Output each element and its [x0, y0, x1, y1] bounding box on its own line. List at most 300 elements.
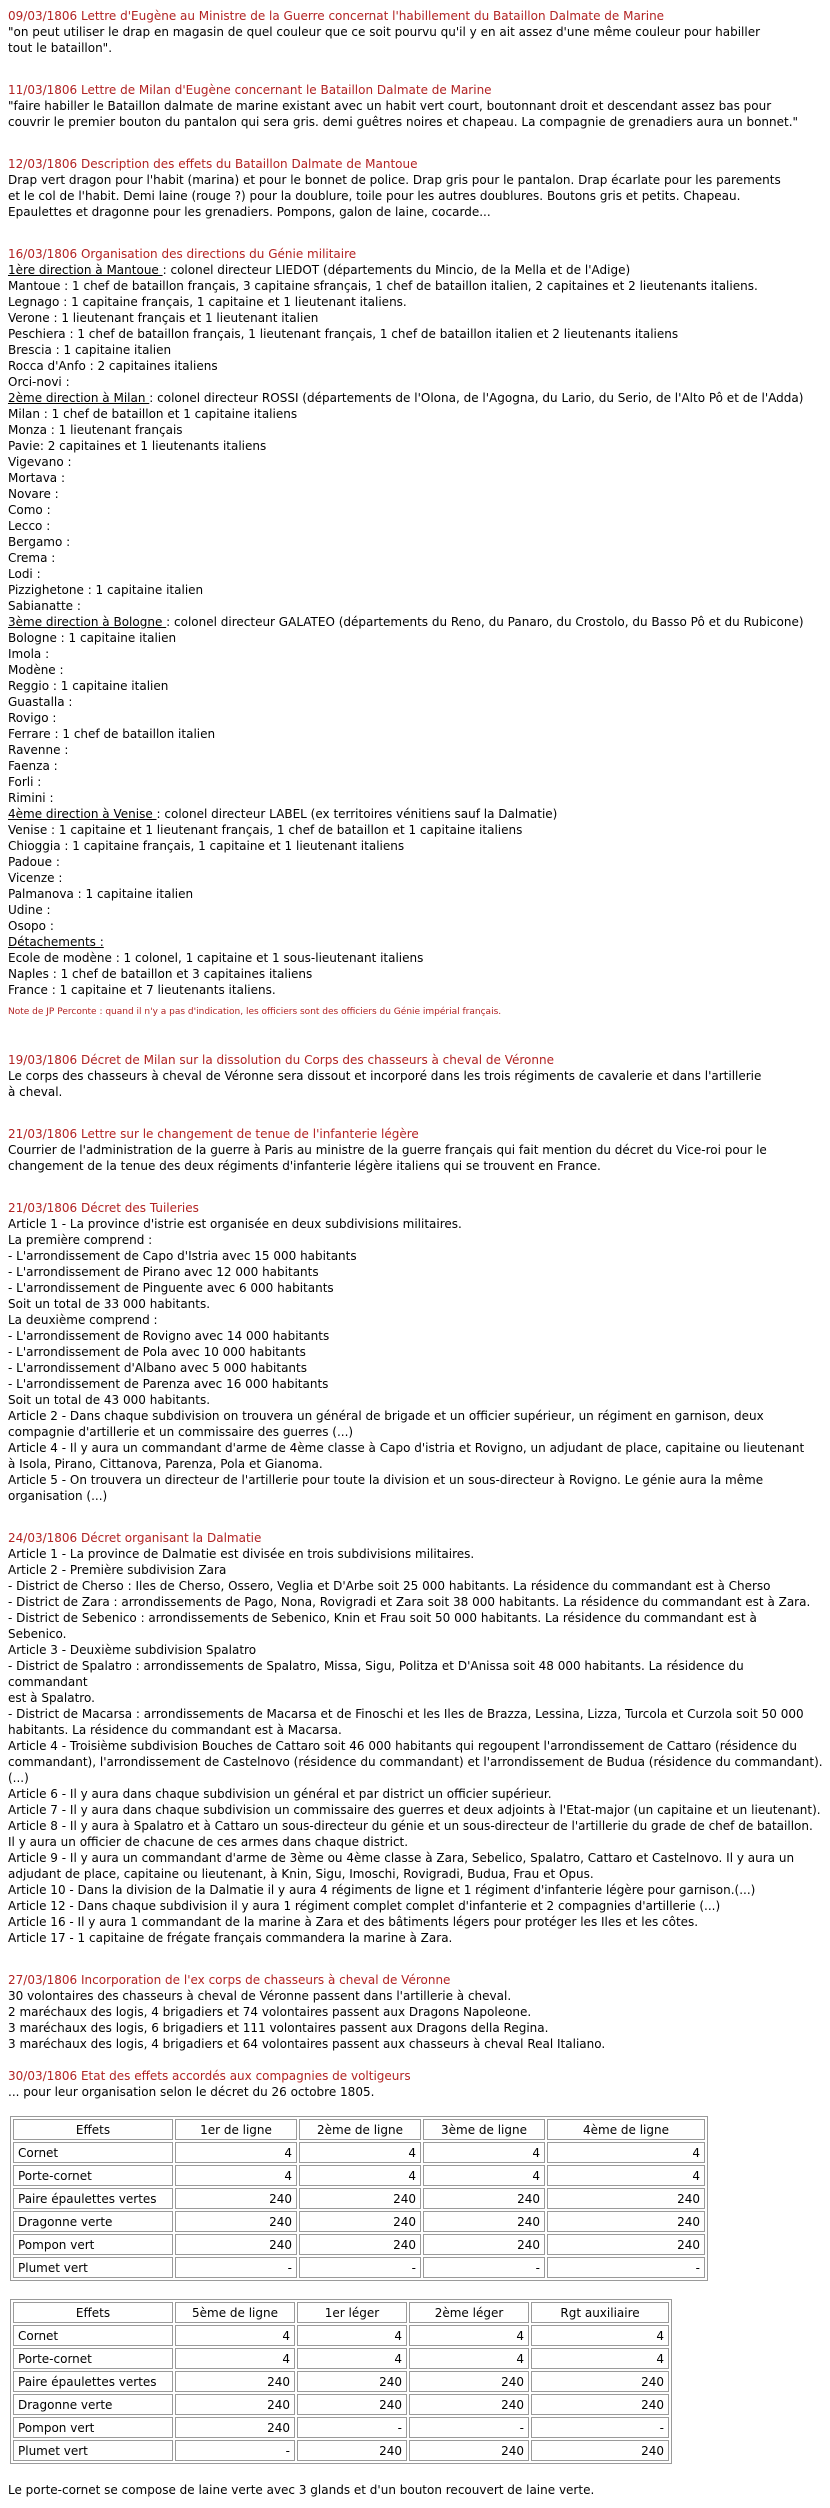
row-label: Porte-cornet: [13, 2348, 173, 2369]
text-segment: Ferrare : 1 chef de bataillon italien: [8, 727, 216, 741]
table-cell: 240: [175, 2371, 295, 2392]
text-line: [8, 98, 820, 114]
text-segment: Palmanova : 1 capitaine italien: [8, 887, 194, 901]
text-segment: 30 volontaires des chasseurs à cheval de Véronne passent dans l'artillerie à cheval.: [8, 1989, 512, 2003]
text-segment: La deuxième comprend :: [8, 1313, 158, 1327]
section: [8, 1530, 823, 1946]
text-line: [8, 534, 820, 550]
text-segment: Article 17 - 1 capitaine de frégate français commandera la marine à Zara.: [8, 1931, 453, 1945]
text-segment: Crema :: [8, 551, 56, 565]
text-line: [8, 1328, 820, 1344]
text-line: [8, 1658, 820, 1674]
text-line: [8, 374, 820, 390]
text-line: [8, 422, 820, 438]
text-segment: - District de Cherso : Iles de Cherso, Ossero, Veglia et D'Arbe soit 25 000 habitants. La résidence du commandant est à Cherso: [8, 1579, 771, 1593]
table-cell: -: [299, 2257, 421, 2278]
text-segment: : colonel directeur ROSSI (départements de l'Olona, de l'Agogna, du Lario, du Serio, de l'Alto Pô et de l'Adda): [149, 391, 804, 405]
section: [8, 1200, 820, 1504]
text-segment: Article 4 - Il y aura un commandant d'arme de 4ème classe à Capo d'istria et Rovigno, un adjudant de place, capitaine ou lieutenant: [8, 1441, 805, 1455]
table-header-row: [13, 2302, 669, 2323]
text-line: [8, 678, 820, 694]
text-segment: Ecole de modène : 1 colonel, 1 capitaine et 1 sous-lieutenant italiens: [8, 951, 424, 965]
row-label: Paire épaulettes vertes: [13, 2188, 173, 2209]
text-line: [8, 1738, 820, 1754]
text-segment: Epaulettes et dragonne pour les grenadiers. Pompons, galon de laine, cocarde...: [8, 205, 491, 219]
table-cell: 240: [175, 2394, 295, 2415]
text-segment: Lecco :: [8, 519, 51, 533]
text-segment: Article 10 - Dans la division de la Dalmatie il y aura 4 régiments de ligne et 1 régiment d'infanterie légère pour garnison.(...): [8, 1883, 756, 1897]
column-header: Effets: [13, 2119, 173, 2140]
text-line: [8, 1392, 820, 1408]
text-line: [8, 1408, 820, 1424]
text-line: [8, 342, 820, 358]
text-line: [8, 934, 820, 950]
text-line: [8, 646, 820, 662]
table-cell: 4: [423, 2142, 545, 2163]
text-segment: France : 1 capitaine et 7 lieutenants italiens.: [8, 983, 276, 997]
text-segment: Mantoue : 1 chef de bataillon français, 3 capitaine sfrançais, 1 chef de bataillon italien, 2 capitaines et 2 lieutenants italiens.: [8, 279, 758, 293]
table-cell: 240: [175, 2234, 297, 2255]
section: [8, 246, 820, 1018]
text-line: [8, 1988, 820, 2004]
text-line: [8, 502, 820, 518]
text-line: [8, 822, 820, 838]
text-line: [8, 1424, 820, 1440]
text-segment: - District de Sebenico : arrondissements de Sebenico, Knin et Frau soit 50 000 habitants. La résidence du commandant est à: [8, 1611, 757, 1625]
text-segment: Bologne : 1 capitaine italien: [8, 631, 177, 645]
table-cell: 240: [299, 2234, 421, 2255]
underlined-heading: 2ème direction à Milan: [8, 391, 150, 405]
text-line: [8, 1834, 820, 1850]
text-line: [8, 1770, 820, 1786]
column-header: 3ème de ligne: [423, 2119, 545, 2140]
text-line: [8, 1818, 820, 1834]
table-cell: 240: [409, 2371, 529, 2392]
text-segment: (...): [8, 1771, 29, 1785]
effects-table: [10, 2116, 708, 2281]
text-segment: Como :: [8, 503, 51, 517]
text-line: [8, 1158, 820, 1174]
text-line: [8, 326, 820, 342]
text-line: [8, 2020, 820, 2036]
column-header: 1er léger: [297, 2302, 407, 2323]
text-segment: Article 3 - Deuxième subdivision Spalatro: [8, 1643, 257, 1657]
text-line: [8, 566, 820, 582]
section-title: 30/03/1806 Etat des effets accordés aux compagnies de voltigeurs: [8, 2069, 411, 2083]
text-segment: commandant: [8, 1675, 88, 1689]
text-line: [8, 1376, 820, 1392]
text-line: [8, 694, 820, 710]
table-row: [13, 2234, 705, 2255]
table-cell: 240: [547, 2211, 705, 2232]
text-segment: Chioggia : 1 capitaine français, 1 capitaine et 1 lieutenant italiens: [8, 839, 405, 853]
section-title: 27/03/1806 Incorporation de l'ex corps de chasseurs à cheval de Véronne: [8, 1973, 451, 1987]
table-row: [13, 2211, 705, 2232]
text-segment: Pizzighetone : 1 capitaine italien: [8, 583, 204, 597]
text-segment: 2 maréchaux des logis, 4 brigadiers et 74 volontaires passent aux Dragons Napoleone.: [8, 2005, 532, 2019]
column-header: Effets: [13, 2302, 173, 2323]
table-row: [13, 2394, 669, 2415]
text-segment: "on peut utiliser le drap en magasin de quel couleur que ce soit pourvu qu'il y en ait assez d'une même couleur pour habiller: [8, 25, 761, 39]
text-segment: Naples : 1 chef de bataillon et 3 capitaines italiens: [8, 967, 313, 981]
text-line: [8, 662, 820, 678]
text-line: [8, 1802, 820, 1818]
underlined-heading: 4ème direction à Venise: [8, 807, 157, 821]
text-segment: Article 2 - Première subdivision Zara: [8, 1563, 227, 1577]
text-segment: Legnago : 1 capitaine français, 1 capitaine et 1 lieutenant italiens.: [8, 295, 407, 309]
table-cell: 240: [423, 2234, 545, 2255]
text-segment: et le col de l'habit. Demi laine (rouge ?) pour la doublure, toile pour les autres doublures. Boutons gris et petits. Chapeau.: [8, 189, 741, 203]
table-cell: 240: [547, 2234, 705, 2255]
table-row: [13, 2257, 705, 2278]
text-line: [8, 630, 820, 646]
text-line: [8, 1440, 820, 1456]
text-segment: Article 8 - Il y aura à Spalatro et à Cattaro un sous-directeur du génie et un sous-directeur de l'artillerie du grade de chef de bataillon.: [8, 1819, 813, 1833]
section: [8, 1126, 820, 1174]
text-line: [8, 204, 820, 220]
text-line: [8, 1706, 820, 1722]
table-cell: 4: [423, 2165, 545, 2186]
text-segment: couvrir le premier bouton du pantalon qui sera gris. demi guêtres noires et chapeau. La compagnie de grenadiers aura un bonnet.": [8, 115, 799, 129]
text-segment: Modène :: [8, 663, 64, 677]
text-segment: - L'arrondissement de Pirano avec 12 000 habitants: [8, 1265, 319, 1279]
tables-container: [8, 2116, 820, 2464]
text-segment: Reggio : 1 capitaine italien: [8, 679, 169, 693]
text-line: [8, 902, 820, 918]
text-line: [8, 614, 820, 630]
row-label: Cornet: [13, 2142, 173, 2163]
underlined-heading: 3ème direction à Bologne: [8, 615, 167, 629]
text-line: [8, 598, 820, 614]
text-segment: - L'arrondissement de Capo d'Istria avec 15 000 habitants: [8, 1249, 357, 1263]
text-segment: : colonel directeur LABEL (ex territoires vénitiens sauf la Dalmatie): [156, 807, 558, 821]
text-segment: ... pour leur organisation selon le décret du 26 octobre 1805.: [8, 2085, 375, 2099]
text-segment: Article 4 - Troisième subdivision Bouches de Cattaro soit 46 000 habitants qui regoupent l'arrondissement de Cattaro (résidence du: [8, 1739, 797, 1753]
text-line: [8, 454, 820, 470]
row-label: Pompon vert: [13, 2417, 173, 2438]
section-title: 19/03/1806 Décret de Milan sur la dissolution du Corps des chasseurs à cheval de Véronne: [8, 1053, 554, 1067]
table-cell: 240: [175, 2211, 297, 2232]
text-segment: Courrier de l'administration de la guerre à Paris au ministre de la guerre français qui fait mention du décret du Vice-roi pour le: [8, 1143, 767, 1157]
text-line: [8, 358, 820, 374]
text-line: [8, 1690, 820, 1706]
table-cell: 240: [175, 2188, 297, 2209]
table-cell: 4: [531, 2325, 669, 2346]
table-cell: 4: [175, 2165, 297, 2186]
text-segment: - L'arrondissement de Pinguente avec 6 000 habitants: [8, 1281, 334, 1295]
text-segment: Ravenne :: [8, 743, 69, 757]
text-segment: : colonel directeur GALATEO (départements du Reno, du Panaro, du Crostolo, du Basso Pô et du Rubicone): [166, 615, 804, 629]
table-row: [13, 2417, 669, 2438]
text-segment: - L'arrondissement de Rovigno avec 14 000 habitants: [8, 1329, 330, 1343]
table-row: [13, 2188, 705, 2209]
row-label: Dragonne verte: [13, 2211, 173, 2232]
row-label: Paire épaulettes vertes: [13, 2371, 173, 2392]
table-cell: 240: [297, 2440, 407, 2461]
section-title: 11/03/1806 Lettre de Milan d'Eugène concernant le Bataillon Dalmate de Marine: [8, 83, 492, 97]
text-segment: tout le bataillon".: [8, 41, 113, 55]
effects-table: [10, 2299, 672, 2464]
text-line: [8, 982, 820, 998]
table-row: [13, 2325, 669, 2346]
column-header: 1er de ligne: [175, 2119, 297, 2140]
text-segment: Article 1 - La province de Dalmatie est divisée en trois subdivisions militaires.: [8, 1547, 475, 1561]
text-line: [8, 1642, 820, 1658]
text-segment: Monza : 1 lieutenant français: [8, 423, 183, 437]
text-segment: Vigevano :: [8, 455, 72, 469]
text-line: [8, 390, 820, 406]
text-line: [8, 1850, 820, 1866]
text-segment: - L'arrondissement de Parenza avec 16 000 habitants: [8, 1377, 329, 1391]
text-segment: Sabianatte :: [8, 599, 81, 613]
text-line: [8, 1248, 820, 1264]
table-cell: 4: [297, 2325, 407, 2346]
table-cell: 4: [299, 2142, 421, 2163]
text-segment: à cheval.: [8, 1085, 63, 1099]
text-line: [8, 24, 820, 40]
table-cell: -: [297, 2417, 407, 2438]
text-line: [8, 1312, 820, 1328]
text-segment: Osopo :: [8, 919, 54, 933]
text-line: [8, 1674, 820, 1690]
text-line: [8, 1562, 820, 1578]
table-header-row: [13, 2119, 705, 2140]
text-segment: Verone : 1 lieutenant français et 1 lieutenant italien: [8, 311, 319, 325]
text-segment: - District de Macarsa : arrondissements de Macarsa et de Finoschi et les Iles de Brazza, Lessina, Lizza, Turcola et Curzola soit 50 000: [8, 1707, 804, 1721]
table-row: [13, 2142, 705, 2163]
text-line: [8, 40, 820, 56]
table-row: [13, 2165, 705, 2186]
text-line: [8, 1084, 820, 1100]
text-segment: Rimini :: [8, 791, 54, 805]
text-segment: Article 12 - Dans chaque subdivision il y aura 1 régiment complet complet d'infanterie et 2 compagnies d'artillerie (...): [8, 1899, 721, 1913]
text-segment: Forli :: [8, 775, 42, 789]
text-segment: à Isola, Pirano, Cittanova, Parenza, Pola et Gianoma.: [8, 1457, 323, 1471]
text-line: [8, 172, 820, 188]
table-cell: 240: [299, 2188, 421, 2209]
text-segment: - District de Zara : arrondissements de Pago, Nona, Rovigradi et Zara soit 38 000 habitants. La résidence du commandant est à Zara.: [8, 1595, 811, 1609]
text-segment: Soit un total de 43 000 habitants.: [8, 1393, 211, 1407]
text-line: [8, 726, 820, 742]
text-line: [8, 1610, 820, 1626]
table-row: [13, 2440, 669, 2461]
table-row: [13, 2348, 669, 2369]
text-segment: Le corps des chasseurs à cheval de Véronne sera dissout et incorporé dans les trois régiments de cavalerie et dans l'artillerie: [8, 1069, 762, 1083]
section: [8, 2068, 820, 2100]
row-label: Porte-cornet: [13, 2165, 173, 2186]
table-cell: 4: [547, 2142, 705, 2163]
text-segment: Guastalla :: [8, 695, 73, 709]
text-segment: - District de Spalatro : arrondissements de Spalatro, Missa, Sigu, Politza et D'Anissa soit 48 000 habitants. La résidence du: [8, 1659, 744, 1673]
column-header: Rgt auxiliaire: [531, 2302, 669, 2323]
table-cell: 4: [175, 2348, 295, 2369]
text-line: [8, 470, 820, 486]
row-label: Pompon vert: [13, 2234, 173, 2255]
text-segment: 3 maréchaux des logis, 6 brigadiers et 111 volontaires passent aux Dragons della Regina.: [8, 2021, 549, 2035]
text-line: [8, 1930, 820, 1946]
text-segment: Soit un total de 33 000 habitants.: [8, 1297, 211, 1311]
text-line: [8, 1722, 820, 1738]
text-segment: Imola :: [8, 647, 50, 661]
table-cell: 4: [409, 2325, 529, 2346]
text-line: [8, 582, 820, 598]
row-label: Plumet vert: [13, 2257, 173, 2278]
underlined-heading: Détachements :: [8, 935, 104, 949]
text-segment: Article 16 - Il y aura 1 commandant de la marine à Zara et des bâtiments légers pour protéger les Iles et les côtes.: [8, 1915, 699, 1929]
text-line: [8, 278, 820, 294]
text-line: [8, 790, 820, 806]
section-title: 09/03/1806 Lettre d'Eugène au Ministre de la Guerre concernat l'habillement du Bataillon Dalmate de Marine: [8, 9, 665, 23]
text-line: [8, 406, 820, 422]
text-line: [8, 806, 820, 822]
text-segment: changement de la tenue des deux régiments d'infanterie légère italiens qui se trouvent en France.: [8, 1159, 601, 1173]
table-cell: 240: [531, 2371, 669, 2392]
text-line: [8, 1786, 820, 1802]
text-segment: Article 9 - Il y aura un commandant d'arme de 3ème ou 4ème classe à Zara, Sebelico, Spalatro, Cattaro et Castelnovo. Il y aura un: [8, 1851, 795, 1865]
text-line: [8, 310, 820, 326]
text-segment: Novare :: [8, 487, 59, 501]
table-cell: 240: [531, 2440, 669, 2461]
text-line: [8, 950, 820, 966]
text-segment: compagnie d'artillerie et un commissaire des guerres (...): [8, 1425, 354, 1439]
column-header: 5ème de ligne: [175, 2302, 295, 2323]
text-segment: Pavie: 2 capitaines et 1 lieutenants italiens: [8, 439, 267, 453]
text-segment: organisation (...): [8, 1489, 108, 1503]
text-line: [8, 262, 820, 278]
text-line: [8, 742, 820, 758]
section-title: 21/03/1806 Décret des Tuileries: [8, 1201, 199, 1215]
table-cell: 240: [423, 2188, 545, 2209]
text-line: [8, 2004, 820, 2020]
table-cell: 240: [409, 2440, 529, 2461]
text-segment: Drap vert dragon pour l'habit (marina) et pour le bonnet de police. Drap gris pour le pantalon. Drap écarlate pour les parements: [8, 173, 781, 187]
table-cell: -: [531, 2417, 669, 2438]
row-label: Plumet vert: [13, 2440, 173, 2461]
text-line: [8, 2084, 820, 2100]
text-line: [8, 1866, 820, 1882]
text-segment: Article 7 - Il y aura dans chaque subdivision un commissaire des guerres et deux adjoints à l'Etat-major (un capitaine et un lieutenant).: [8, 1803, 821, 1817]
text-line: [8, 188, 820, 204]
text-line: [8, 854, 820, 870]
text-segment: Rovigo :: [8, 711, 57, 725]
text-segment: Article 6 - Il y aura dans chaque subdivision un général et par district un officier supérieur.: [8, 1787, 552, 1801]
table-cell: 4: [409, 2348, 529, 2369]
final-note: Le porte-cornet se compose de laine verte avec 3 glands et d'un bouton recouvert de laine verte.: [8, 2483, 595, 2497]
text-segment: : colonel directeur LIEDOT (départements du Mincio, de la Mella et de l'Adige): [162, 263, 631, 277]
text-segment: Padoue :: [8, 855, 60, 869]
author-note: Note de JP Perconte : quand il n'y a pas d'indication, les officiers sont des officiers du Génie impérial français.: [8, 1007, 502, 1017]
text-line: [8, 486, 820, 502]
text-segment: Article 5 - On trouvera un directeur de l'artillerie pour toute la division et un sous-directeur à Rovigno. Le génie aura la même: [8, 1473, 764, 1487]
table-cell: -: [409, 2417, 529, 2438]
text-line: [8, 294, 820, 310]
text-line: [8, 710, 820, 726]
section: [8, 82, 820, 130]
section: [8, 1052, 820, 1100]
text-segment: adjudant de place, capitaine ou lieutenant, à Knin, Sigu, Imoschi, Rovigradi, Budua, Frau et Opus.: [8, 1867, 594, 1881]
text-segment: "faire habiller le Bataillon dalmate de marine existant avec un habit vert court, boutonnant droit et descendant assez bas pour: [8, 99, 772, 113]
section: [8, 1972, 820, 2052]
text-line: [8, 2036, 820, 2052]
section-title: 24/03/1806 Décret organisant la Dalmatie: [8, 1531, 262, 1545]
text-segment: Vicenze :: [8, 871, 63, 885]
text-line: [8, 1360, 820, 1376]
table-row: [13, 2371, 669, 2392]
section-title: 21/03/1806 Lettre sur le changement de tenue de l'infanterie légère: [8, 1127, 419, 1141]
text-segment: - L'arrondissement d'Albano avec 5 000 habitants: [8, 1361, 307, 1375]
text-line: [8, 758, 820, 774]
text-segment: Brescia : 1 capitaine italien: [8, 343, 172, 357]
table-cell: 240: [409, 2394, 529, 2415]
text-line: [8, 1142, 820, 1158]
table-cell: 4: [299, 2165, 421, 2186]
text-line: [8, 1578, 820, 1594]
section: [8, 156, 820, 220]
section-title: 16/03/1806 Organisation des directions du Génie militaire: [8, 247, 357, 261]
text-line: [8, 518, 820, 534]
text-segment: Sebenico.: [8, 1627, 67, 1641]
sections-container: [8, 8, 823, 2100]
text-segment: Faenza :: [8, 759, 58, 773]
table-cell: 4: [547, 2165, 705, 2186]
table-cell: 4: [175, 2325, 295, 2346]
text-line: [8, 774, 820, 790]
text-line: [8, 1594, 820, 1610]
text-line: [8, 966, 820, 982]
text-line: [8, 1344, 820, 1360]
table-cell: 240: [299, 2211, 421, 2232]
text-line: [8, 1216, 820, 1232]
text-segment: Milan : 1 chef de bataillon et 1 capitaine italiens: [8, 407, 298, 421]
text-segment: La première comprend :: [8, 1233, 153, 1247]
text-segment: habitants. La résidence du commandant est à Macarsa.: [8, 1723, 342, 1737]
table-cell: 4: [175, 2142, 297, 2163]
text-line: [8, 918, 820, 934]
text-line: [8, 1472, 820, 1488]
text-line: [8, 1280, 820, 1296]
text-line: [8, 838, 820, 854]
text-segment: - L'arrondissement de Pola avec 10 000 habitants: [8, 1345, 306, 1359]
text-line: [8, 1546, 820, 1562]
column-header: 4ème de ligne: [547, 2119, 705, 2140]
text-segment: Rocca d'Anfo : 2 capitaines italiens: [8, 359, 218, 373]
table-cell: 240: [547, 2188, 705, 2209]
table-cell: -: [175, 2257, 297, 2278]
column-header: 2ème de ligne: [299, 2119, 421, 2140]
text-line: [8, 550, 820, 566]
row-label: Cornet: [13, 2325, 173, 2346]
text-segment: Orci-novi :: [8, 375, 70, 389]
text-segment: Il y aura un officier de chacune de ces armes dans chaque district.: [8, 1835, 409, 1849]
text-line: [8, 438, 820, 454]
text-line: [8, 1488, 820, 1504]
text-segment: Article 1 - La province d'istrie est organisée en deux subdivisions militaires.: [8, 1217, 462, 1231]
table-cell: -: [423, 2257, 545, 2278]
text-segment: 3 maréchaux des logis, 4 brigadiers et 64 volontaires passent aux chasseurs à cheval Real Italiano.: [8, 2037, 606, 2051]
text-line: [8, 1754, 823, 1770]
table-cell: -: [547, 2257, 705, 2278]
text-line: [8, 886, 820, 902]
table-cell: 4: [531, 2348, 669, 2369]
section-title: 12/03/1806 Description des effets du Bataillon Dalmate de Mantoue: [8, 157, 418, 171]
text-line: [8, 1626, 820, 1642]
text-segment: Mortava :: [8, 471, 65, 485]
underlined-heading: 1ère direction à Mantoue: [8, 263, 163, 277]
text-segment: Udine :: [8, 903, 51, 917]
table-cell: 240: [297, 2394, 407, 2415]
text-line: [8, 114, 820, 130]
text-segment: est à Spalatro.: [8, 1691, 95, 1705]
